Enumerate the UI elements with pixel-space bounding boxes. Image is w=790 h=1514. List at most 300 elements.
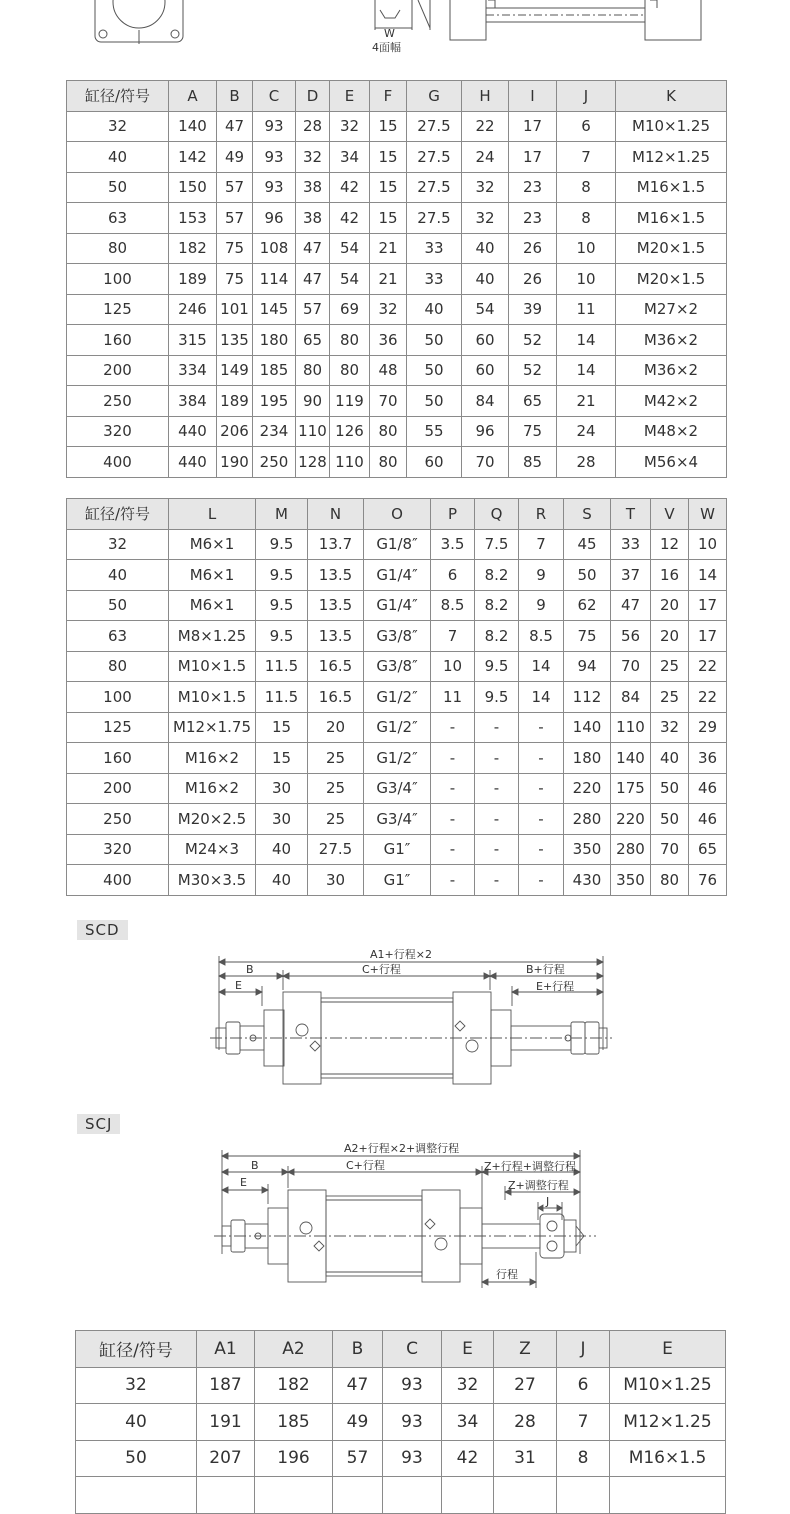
- scj-dim-z1: Z+行程+调整行程: [484, 1160, 576, 1173]
- table-cell: 187: [197, 1367, 255, 1404]
- column-header: E: [442, 1331, 494, 1368]
- table-cell: 50: [651, 773, 689, 804]
- table-cell: 23: [509, 172, 557, 203]
- table-cell: 17: [509, 111, 557, 142]
- table-cell: 27.5: [407, 111, 462, 142]
- table-cell: 190: [217, 447, 253, 478]
- table-cell: 11: [557, 294, 616, 325]
- table-row: [67, 355, 727, 386]
- table-cell: 15: [370, 111, 407, 142]
- scj-dim-stroke: 行程: [496, 1268, 518, 1281]
- table-cell: 400: [67, 447, 169, 478]
- table-cell: 32: [67, 111, 169, 142]
- table-cell: 17: [509, 142, 557, 173]
- table-cell: 27.5: [308, 834, 364, 865]
- table-cell: 80: [67, 651, 169, 682]
- table-cell: 75: [509, 416, 557, 447]
- column-header: N: [308, 499, 364, 530]
- table-cell: 70: [611, 651, 651, 682]
- column-header: L: [169, 499, 256, 530]
- table-cell: 3.5: [431, 529, 475, 560]
- table-cell: -: [519, 834, 564, 865]
- column-header: A1: [197, 1331, 255, 1368]
- table-cell: M6×1: [169, 590, 256, 621]
- column-header: A2: [255, 1331, 333, 1368]
- table-cell: -: [431, 865, 475, 896]
- table-cell: 8.5: [519, 621, 564, 652]
- table-cell: 42: [330, 172, 370, 203]
- column-header: M: [256, 499, 308, 530]
- table-cell: 9.5: [256, 621, 308, 652]
- column-header: E: [330, 81, 370, 112]
- dimension-table-a1-to-e: [75, 1330, 726, 1514]
- table-cell: 9.5: [475, 682, 519, 713]
- table-cell: 32: [651, 712, 689, 743]
- table-cell: 30: [256, 804, 308, 835]
- scj-dim-total: A2+行程×2+调整行程: [344, 1142, 460, 1155]
- table-cell: 27.5: [407, 172, 462, 203]
- table-cell: [557, 1477, 610, 1514]
- table-cell: -: [475, 773, 519, 804]
- table-cell: M16×1.5: [616, 203, 727, 234]
- table-row: [67, 651, 727, 682]
- w-dimension-label: W: [384, 27, 395, 40]
- table-cell: M12×1.25: [610, 1404, 726, 1441]
- table-cell: M36×2: [616, 325, 727, 356]
- table-cell: 140: [564, 712, 611, 743]
- scj-dim-j: J: [546, 1195, 550, 1208]
- table-cell: 16.5: [308, 682, 364, 713]
- table-cell: 57: [296, 294, 330, 325]
- table-cell: 21: [557, 386, 616, 417]
- table-cell: 160: [67, 325, 169, 356]
- table-cell: 69: [330, 294, 370, 325]
- table-cell: 37: [611, 560, 651, 591]
- table-cell: 40: [407, 294, 462, 325]
- table-cell: G1/2″: [364, 712, 431, 743]
- table-row: [67, 834, 727, 865]
- table-cell: 40: [67, 142, 169, 173]
- table-cell: 75: [217, 233, 253, 264]
- column-header: 缸径/符号: [67, 499, 169, 530]
- table-header-row: [76, 1331, 726, 1368]
- table-cell: 42: [330, 203, 370, 234]
- table-cell: 24: [557, 416, 616, 447]
- table-row: [76, 1367, 726, 1404]
- column-header: C: [383, 1331, 442, 1368]
- table-cell: 60: [462, 325, 509, 356]
- table-cell: 20: [308, 712, 364, 743]
- table-cell: -: [475, 804, 519, 835]
- scd-dim-b-right: B+行程: [526, 963, 565, 976]
- table-cell: 246: [169, 294, 217, 325]
- table-row: [67, 712, 727, 743]
- table-cell: 234: [253, 416, 296, 447]
- table-cell: 40: [256, 834, 308, 865]
- table-cell: 40: [67, 560, 169, 591]
- table-header-row: [67, 499, 727, 530]
- table-cell: 150: [169, 172, 217, 203]
- table-cell: 23: [509, 203, 557, 234]
- column-header: C: [253, 81, 296, 112]
- table-cell: 440: [169, 416, 217, 447]
- table-cell: 189: [217, 386, 253, 417]
- table-row: [67, 264, 727, 295]
- table-cell: 32: [462, 172, 509, 203]
- scd-dim-c: C+行程: [362, 963, 401, 976]
- table-cell: 80: [296, 355, 330, 386]
- table-row: [76, 1404, 726, 1441]
- table-cell: 8.2: [475, 621, 519, 652]
- table-cell: 112: [564, 682, 611, 713]
- table-cell: 7: [519, 529, 564, 560]
- table-cell: 108: [253, 233, 296, 264]
- table-cell: 57: [217, 172, 253, 203]
- table-cell: 54: [462, 294, 509, 325]
- table-cell: 33: [407, 264, 462, 295]
- table-cell: M27×2: [616, 294, 727, 325]
- table-cell: 28: [296, 111, 330, 142]
- table-cell: 8: [557, 172, 616, 203]
- table-cell: G1″: [364, 834, 431, 865]
- table-cell: -: [431, 804, 475, 835]
- scj-label: SCJ: [77, 1114, 120, 1134]
- table-cell: 84: [462, 386, 509, 417]
- table-row: [67, 386, 727, 417]
- table-cell: 125: [67, 294, 169, 325]
- table-cell: 220: [611, 804, 651, 835]
- table-cell: 32: [296, 142, 330, 173]
- column-header: H: [462, 81, 509, 112]
- table-cell: 7: [557, 142, 616, 173]
- table-cell: 9.5: [475, 651, 519, 682]
- table-cell: [333, 1477, 383, 1514]
- table-cell: 93: [383, 1404, 442, 1441]
- table-cell: 70: [462, 447, 509, 478]
- table-cell: 11.5: [256, 651, 308, 682]
- table-cell: G1/2″: [364, 743, 431, 774]
- table-cell: M20×1.5: [616, 233, 727, 264]
- table-cell: 93: [383, 1440, 442, 1477]
- table-cell: 50: [76, 1440, 197, 1477]
- table-row: [67, 529, 727, 560]
- table-cell: 80: [67, 233, 169, 264]
- table-cell: 12: [651, 529, 689, 560]
- table-row: [67, 743, 727, 774]
- table-cell: 180: [253, 325, 296, 356]
- table-cell: 16: [651, 560, 689, 591]
- table-row: [67, 447, 727, 478]
- table-row: [67, 172, 727, 203]
- table-cell: 119: [330, 386, 370, 417]
- column-header: 缸径/符号: [76, 1331, 197, 1368]
- column-header: E: [610, 1331, 726, 1368]
- table-cell: 22: [689, 682, 727, 713]
- table-cell: 70: [370, 386, 407, 417]
- table-cell: 25: [308, 804, 364, 835]
- table-cell: 57: [333, 1440, 383, 1477]
- table-cell: 9: [519, 590, 564, 621]
- table-cell: M10×1.25: [610, 1367, 726, 1404]
- column-header: A: [169, 81, 217, 112]
- table-cell: 250: [67, 386, 169, 417]
- table-row: [67, 804, 727, 835]
- table-cell: 6: [431, 560, 475, 591]
- table-cell: 206: [217, 416, 253, 447]
- column-header: G: [407, 81, 462, 112]
- scj-dim-b: B: [251, 1159, 259, 1172]
- table-cell: M6×1: [169, 529, 256, 560]
- table-cell: 27.5: [407, 203, 462, 234]
- table-cell: M16×1.5: [616, 172, 727, 203]
- table-cell: 48: [370, 355, 407, 386]
- scd-dim-b: B: [246, 963, 254, 976]
- table-cell: 185: [253, 355, 296, 386]
- table-cell: [383, 1477, 442, 1514]
- table-row: [67, 590, 727, 621]
- table-cell: 57: [217, 203, 253, 234]
- table-cell: 63: [67, 203, 169, 234]
- table-cell: 128: [296, 447, 330, 478]
- table-row: [67, 682, 727, 713]
- table-cell: 62: [564, 590, 611, 621]
- table-cell: 75: [217, 264, 253, 295]
- table-cell: 54: [330, 264, 370, 295]
- table-cell: 33: [407, 233, 462, 264]
- table-cell: 280: [564, 804, 611, 835]
- table-cell: 207: [197, 1440, 255, 1477]
- table-cell: 80: [330, 355, 370, 386]
- table-cell: M12×1.75: [169, 712, 256, 743]
- table-cell: 17: [689, 621, 727, 652]
- table-row: [67, 416, 727, 447]
- table-row: [76, 1477, 726, 1514]
- table-cell: 25: [308, 773, 364, 804]
- column-header: O: [364, 499, 431, 530]
- table-cell: 10: [557, 264, 616, 295]
- table-cell: 250: [253, 447, 296, 478]
- table-cell: 21: [370, 233, 407, 264]
- table-cell: 65: [509, 386, 557, 417]
- column-header: J: [557, 1331, 610, 1368]
- column-header: B: [217, 81, 253, 112]
- table-cell: M16×1.5: [610, 1440, 726, 1477]
- table-cell: M6×1: [169, 560, 256, 591]
- table-cell: 33: [611, 529, 651, 560]
- table-cell: 8: [557, 203, 616, 234]
- table-cell: 26: [509, 233, 557, 264]
- table-cell: 10: [557, 233, 616, 264]
- table-cell: 14: [557, 355, 616, 386]
- table-cell: 34: [442, 1404, 494, 1441]
- scj-drawing: [0, 1134, 790, 1294]
- table-cell: 22: [689, 651, 727, 682]
- table-cell: 93: [253, 111, 296, 142]
- table-cell: 350: [564, 834, 611, 865]
- table-cell: 430: [564, 865, 611, 896]
- table-cell: 25: [651, 651, 689, 682]
- table-cell: 182: [255, 1367, 333, 1404]
- table-cell: 7.5: [475, 529, 519, 560]
- table-cell: 27: [494, 1367, 557, 1404]
- table-cell: 85: [509, 447, 557, 478]
- table-cell: 75: [564, 621, 611, 652]
- table-cell: G1/8″: [364, 529, 431, 560]
- table-cell: 42: [442, 1440, 494, 1477]
- table-row: [67, 865, 727, 896]
- table-row: [67, 621, 727, 652]
- table-cell: G3/4″: [364, 773, 431, 804]
- table-cell: 334: [169, 355, 217, 386]
- table-cell: G1/4″: [364, 590, 431, 621]
- table-cell: 90: [296, 386, 330, 417]
- column-header: Q: [475, 499, 519, 530]
- table-cell: M20×1.5: [616, 264, 727, 295]
- table-cell: 384: [169, 386, 217, 417]
- table-cell: 125: [67, 712, 169, 743]
- table-cell: M10×1.25: [616, 111, 727, 142]
- table-cell: 196: [255, 1440, 333, 1477]
- table-cell: 80: [370, 447, 407, 478]
- table-cell: [76, 1477, 197, 1514]
- table-cell: 65: [296, 325, 330, 356]
- table-cell: 25: [308, 743, 364, 774]
- table-cell: 32: [67, 529, 169, 560]
- table-cell: 50: [407, 386, 462, 417]
- table-cell: 40: [256, 865, 308, 896]
- table-row: [67, 773, 727, 804]
- table-cell: 10: [431, 651, 475, 682]
- scd-drawing: [0, 940, 790, 1090]
- table-cell: 80: [330, 325, 370, 356]
- table-cell: 10: [689, 529, 727, 560]
- table-cell: 280: [611, 834, 651, 865]
- table-cell: 320: [67, 416, 169, 447]
- table-row: [67, 560, 727, 591]
- column-header: V: [651, 499, 689, 530]
- column-header: P: [431, 499, 475, 530]
- table-cell: 80: [651, 865, 689, 896]
- table-cell: -: [431, 712, 475, 743]
- table-cell: 195: [253, 386, 296, 417]
- table-cell: 54: [330, 233, 370, 264]
- table-cell: 40: [76, 1404, 197, 1441]
- table-cell: G1/2″: [364, 682, 431, 713]
- table-cell: 110: [330, 447, 370, 478]
- column-header: Z: [494, 1331, 557, 1368]
- table-cell: 153: [169, 203, 217, 234]
- table-cell: 24: [462, 142, 509, 173]
- table-cell: 55: [407, 416, 462, 447]
- table-cell: M42×2: [616, 386, 727, 417]
- table-cell: 47: [217, 111, 253, 142]
- table-cell: 7: [557, 1404, 610, 1441]
- table-cell: 76: [689, 865, 727, 896]
- table-cell: 36: [689, 743, 727, 774]
- column-header: I: [509, 81, 557, 112]
- table-cell: 50: [67, 590, 169, 621]
- table-cell: -: [475, 712, 519, 743]
- table-cell: 400: [67, 865, 169, 896]
- table-cell: 8.5: [431, 590, 475, 621]
- table-cell: 40: [462, 264, 509, 295]
- table-cell: 135: [217, 325, 253, 356]
- table-cell: 26: [509, 264, 557, 295]
- table-cell: 65: [689, 834, 727, 865]
- table-cell: 49: [333, 1404, 383, 1441]
- table-header-row: [67, 81, 727, 112]
- table-cell: 15: [370, 203, 407, 234]
- table-cell: 49: [217, 142, 253, 173]
- table-cell: 220: [564, 773, 611, 804]
- table-cell: 22: [462, 111, 509, 142]
- table-cell: 39: [509, 294, 557, 325]
- table-row: [76, 1440, 726, 1477]
- table-cell: 93: [253, 172, 296, 203]
- table-cell: 56: [611, 621, 651, 652]
- column-header: K: [616, 81, 727, 112]
- table-cell: 126: [330, 416, 370, 447]
- table-cell: 96: [462, 416, 509, 447]
- table-cell: [197, 1477, 255, 1514]
- table-row: [67, 111, 727, 142]
- table-cell: 52: [509, 355, 557, 386]
- table-cell: -: [519, 865, 564, 896]
- table-cell: 350: [611, 865, 651, 896]
- table-cell: 32: [76, 1367, 197, 1404]
- table-cell: -: [519, 712, 564, 743]
- table-cell: 50: [67, 172, 169, 203]
- column-header: J: [557, 81, 616, 112]
- table-cell: 16.5: [308, 651, 364, 682]
- table-cell: -: [431, 773, 475, 804]
- table-row: [67, 142, 727, 173]
- table-cell: 13.5: [308, 590, 364, 621]
- four-flats-note: 4面幅: [372, 41, 401, 54]
- table-cell: 100: [67, 682, 169, 713]
- table-cell: 36: [370, 325, 407, 356]
- scd-dim-e-right: E+行程: [536, 980, 575, 993]
- table-cell: 29: [689, 712, 727, 743]
- table-cell: 14: [519, 682, 564, 713]
- table-cell: 8.2: [475, 590, 519, 621]
- column-header: F: [370, 81, 407, 112]
- table-cell: 9.5: [256, 560, 308, 591]
- table-cell: 9: [519, 560, 564, 591]
- table-cell: G1″: [364, 865, 431, 896]
- table-cell: 110: [296, 416, 330, 447]
- table-row: [67, 203, 727, 234]
- table-cell: 14: [557, 325, 616, 356]
- table-cell: M24×3: [169, 834, 256, 865]
- table-cell: -: [475, 743, 519, 774]
- table-cell: G3/8″: [364, 651, 431, 682]
- scd-dim-total: A1+行程×2: [370, 948, 432, 961]
- table-cell: 6: [557, 1367, 610, 1404]
- table-cell: 60: [462, 355, 509, 386]
- table-cell: M10×1.5: [169, 682, 256, 713]
- table-cell: 50: [407, 355, 462, 386]
- table-cell: 13.5: [308, 560, 364, 591]
- dimension-table-l-to-w: [66, 498, 727, 896]
- table-cell: -: [519, 773, 564, 804]
- table-cell: 182: [169, 233, 217, 264]
- table-cell: 93: [253, 142, 296, 173]
- table-cell: 47: [296, 233, 330, 264]
- table-cell: M10×1.5: [169, 651, 256, 682]
- table-cell: 140: [169, 111, 217, 142]
- table-cell: 160: [67, 743, 169, 774]
